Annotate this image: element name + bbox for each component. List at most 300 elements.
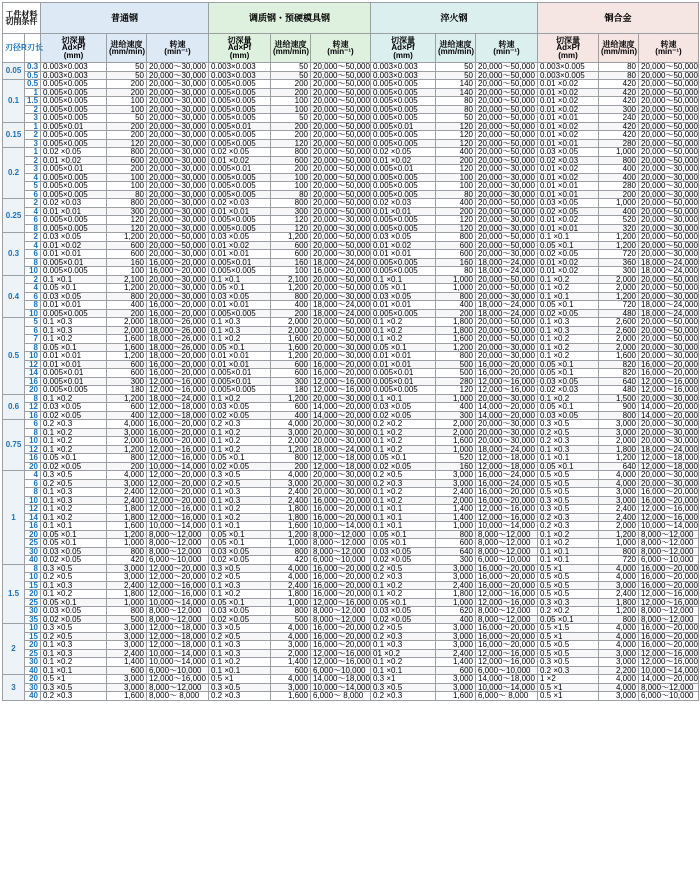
speed-cell: 10,000～14,000 — [311, 683, 371, 692]
speed-cell: 16,000～20,000 — [311, 369, 371, 378]
depth-cell: 0.2 ×0.5 — [41, 632, 107, 641]
depth-cell: 0.003×0.003 — [371, 63, 436, 72]
feed-cell: 2,000 — [271, 318, 311, 327]
speed-cell: 20,000～30,000 — [311, 488, 371, 497]
feed-cell: 3,000 — [107, 641, 147, 650]
depth-cell: 0.1 ×0.3 — [209, 326, 271, 335]
feed-cell: 3,000 — [107, 624, 147, 633]
table-row — [3, 63, 699, 72]
speed-cell: 20,000～50,000 — [311, 71, 371, 80]
speed-cell: 12,000～16,000 — [639, 649, 699, 658]
depth-cell: 0.1 ×0.2 — [538, 394, 599, 403]
depth-cell: 0.005×0.005 — [41, 173, 107, 182]
depth-cell: 0.05 ×0.1 — [209, 539, 271, 548]
speed-cell: 6,000～10,000 — [639, 556, 699, 565]
depth-cell: 0.02 ×0.05 — [209, 556, 271, 565]
depth-cell: 0.05 ×0.1 — [209, 598, 271, 607]
feed-cell: 100 — [271, 105, 311, 114]
feed-cell: 3,000 — [271, 641, 311, 650]
feed-cell: 3,000 — [436, 573, 476, 582]
speed-cell: 12,000～16,000 — [639, 590, 699, 599]
speed-cell: 20,000～30,000 — [639, 343, 699, 352]
depth-cell: 0.1 ×0.1 — [538, 233, 599, 242]
feed-cell: 1,400 — [271, 658, 311, 667]
feed-cell: 1,800 — [107, 513, 147, 522]
speed-cell: 16,000～20,000 — [311, 267, 371, 276]
length-cell: 20 — [25, 641, 41, 650]
feed-cell: 3,000 — [271, 479, 311, 488]
speed-cell: 12,000～16,000 — [311, 386, 371, 395]
speed-cell: 20,000～30,000 — [639, 428, 699, 437]
speed-cell: 20,000～30,000 — [147, 71, 209, 80]
feed-cell: 1,800 — [599, 445, 639, 454]
feed-cell: 800 — [271, 547, 311, 556]
speed-cell: 20,000～50,000 — [311, 284, 371, 293]
feed-cell: 120 — [271, 139, 311, 148]
speed-cell: 20,000～50,000 — [639, 275, 699, 284]
depth-cell: 0.005×0.005 — [41, 139, 107, 148]
feed-cell: 1,200 — [271, 445, 311, 454]
column-header: 转速 (min⁻¹) — [476, 34, 538, 63]
speed-cell: 20,000～50,000 — [476, 63, 538, 72]
depth-cell: 0.1 ×0.1 — [41, 275, 107, 284]
length-cell: 0.5 — [25, 71, 41, 80]
speed-cell: 20,000～50,000 — [311, 199, 371, 208]
depth-cell: 0.005×0.005 — [371, 182, 436, 191]
speed-cell: 12,000～16,000 — [147, 513, 209, 522]
depth-cell: 0.1 ×0.2 — [371, 335, 436, 344]
depth-cell: 0.01 ×0.01 — [209, 360, 271, 369]
feed-cell: 320 — [599, 224, 639, 233]
depth-cell: 0.01 ×0.02 — [538, 80, 599, 89]
depth-cell: 0.005×0.005 — [371, 131, 436, 140]
speed-cell: 20,000～50,000 — [311, 326, 371, 335]
depth-cell: 0.5 ×1 — [209, 675, 271, 684]
feed-cell: 240 — [599, 114, 639, 123]
length-cell: 3 — [25, 114, 41, 123]
depth-cell: 0.1 ×0.1 — [371, 394, 436, 403]
depth-cell: 0.2 ×0.5 — [209, 573, 271, 582]
depth-cell: 0.005×0.005 — [371, 80, 436, 89]
speed-cell: 8,000～12,000 — [147, 607, 209, 616]
feed-cell: 1,600 — [271, 335, 311, 344]
feed-cell: 1,000 — [599, 539, 639, 548]
depth-cell: 0.005×0.005 — [41, 216, 107, 225]
column-header: 进给速度 (mm/min) — [271, 34, 311, 63]
table-row — [3, 284, 699, 293]
feed-cell: 1,200 — [107, 394, 147, 403]
speed-cell: 20,000～50,000 — [639, 318, 699, 327]
speed-cell: 16,000～20,000 — [147, 369, 209, 378]
length-cell: 6 — [25, 250, 41, 259]
length-cell: 20 — [25, 530, 41, 539]
feed-cell: 600 — [271, 241, 311, 250]
speed-cell: 10,000～14,000 — [639, 666, 699, 675]
speed-cell: 12,000～18,000 — [311, 462, 371, 471]
speed-cell: 20,000～50,000 — [476, 233, 538, 242]
length-cell: 6 — [25, 190, 41, 199]
feed-cell: 300 — [436, 411, 476, 420]
column-header: 转速 (min⁻¹) — [147, 34, 209, 63]
depth-cell: 0.005×0.005 — [41, 182, 107, 191]
speed-cell: 20,000～30,000 — [476, 437, 538, 446]
speed-cell: 20,000～30,000 — [311, 250, 371, 259]
depth-cell: 0.005×0.005 — [371, 88, 436, 97]
feed-cell: 2,000 — [436, 420, 476, 429]
depth-cell: 0.05 ×0.1 — [538, 241, 599, 250]
column-header: 进给速度 (mm/min) — [107, 34, 147, 63]
length-cell: 20 — [25, 462, 41, 471]
table-row — [3, 522, 699, 531]
depth-cell: 0.1 ×0.2 — [209, 335, 271, 344]
feed-cell: 2,000 — [271, 649, 311, 658]
feed-cell: 2,400 — [107, 581, 147, 590]
depth-cell: 0.01 ×0.02 — [41, 241, 107, 250]
depth-cell: 0.3 ×0.5 — [371, 683, 436, 692]
speed-cell: 20,000～50,000 — [476, 199, 538, 208]
depth-cell: 0.1 ×0.2 — [209, 513, 271, 522]
length-cell: 40 — [25, 556, 41, 565]
speed-cell: 20,000～50,000 — [476, 241, 538, 250]
depth-cell: 0.3 ×0.5 — [538, 658, 599, 667]
table-row — [3, 675, 699, 684]
depth-cell: 0.05 ×0.1 — [209, 284, 271, 293]
feed-cell: 1,800 — [271, 513, 311, 522]
speed-cell: 10,000～14,000 — [311, 522, 371, 531]
depth-cell: 0.005×0.005 — [209, 173, 271, 182]
speed-cell: 20,000～50,000 — [476, 80, 538, 89]
speed-cell: 20,000～30,000 — [147, 275, 209, 284]
speed-cell: 8,000～12,000 — [311, 530, 371, 539]
depth-cell: 0.1 ×0.1 — [41, 522, 107, 531]
length-cell: 6 — [25, 292, 41, 301]
feed-cell: 800 — [271, 292, 311, 301]
depth-cell: 0.1 ×0.2 — [538, 539, 599, 548]
depth-cell: 0.005×0.005 — [41, 267, 107, 276]
length-cell: 12 — [25, 403, 41, 412]
speed-cell: 20,000～30,000 — [147, 182, 209, 191]
speed-cell: 20,000～30,000 — [639, 224, 699, 233]
feed-cell: 3,000 — [107, 428, 147, 437]
depth-cell: 0.1 ×0.3 — [41, 496, 107, 505]
speed-cell: 20,000～50,000 — [476, 131, 538, 140]
depth-cell: 0.005×0.005 — [209, 131, 271, 140]
speed-cell: 12,000～20,000 — [147, 471, 209, 480]
feed-cell: 800 — [107, 547, 147, 556]
depth-cell: 0.01 ×0.01 — [41, 250, 107, 259]
speed-cell: 16,000～20,000 — [147, 309, 209, 318]
speed-cell: 20,000～50,000 — [311, 131, 371, 140]
feed-cell: 1,000 — [436, 275, 476, 284]
table-body — [3, 63, 699, 701]
speed-cell: 18,000～24,000 — [476, 445, 538, 454]
depth-cell: 0.1 ×0.2 — [538, 352, 599, 361]
feed-cell: 1,600 — [107, 343, 147, 352]
feed-cell: 100 — [271, 182, 311, 191]
depth-cell: 0.1 ×0.2 — [371, 581, 436, 590]
table-row — [3, 488, 699, 497]
depth-cell: 0.005×0.005 — [371, 173, 436, 182]
depth-cell: 0.05 ×0.1 — [371, 539, 436, 548]
diameter-cell: 0.25 — [3, 199, 25, 233]
depth-cell: 0.02 ×0.05 — [371, 615, 436, 624]
speed-cell: 20,000～50,000 — [311, 165, 371, 174]
speed-cell: 12,000～18,000 — [147, 632, 209, 641]
speed-cell: 20,000～30,000 — [639, 479, 699, 488]
feed-cell: 420 — [107, 556, 147, 565]
length-cell: 8 — [25, 301, 41, 310]
depth-cell: 0.1 ×0.3 — [41, 488, 107, 497]
speed-cell: 14,000～20,000 — [311, 411, 371, 420]
depth-cell: 0.1 ×0.3 — [41, 581, 107, 590]
depth-cell: 0.005×0.005 — [209, 88, 271, 97]
speed-cell: 20,000～30,000 — [639, 190, 699, 199]
speed-cell: 16,000～20,000 — [476, 488, 538, 497]
feed-cell: 1,000 — [599, 148, 639, 157]
feed-cell: 1,500 — [599, 394, 639, 403]
length-cell: 4 — [25, 241, 41, 250]
feed-cell: 100 — [107, 267, 147, 276]
depth-cell: 0.005×0.01 — [371, 369, 436, 378]
speed-cell: 8,000～12,000 — [639, 547, 699, 556]
length-cell: 10 — [25, 573, 41, 582]
feed-cell: 1,200 — [107, 530, 147, 539]
depth-cell: 0.005×0.01 — [41, 258, 107, 267]
table-row — [3, 437, 699, 446]
depth-cell: 0.1 ×0.3 — [371, 641, 436, 650]
feed-cell: 120 — [107, 224, 147, 233]
speed-cell: 20,000～50,000 — [476, 71, 538, 80]
length-cell: 10 — [25, 496, 41, 505]
depth-cell: 0.005×0.005 — [371, 216, 436, 225]
depth-cell: 0.05 ×0.1 — [209, 530, 271, 539]
speed-cell: 20,000～30,000 — [639, 420, 699, 429]
depth-cell: 0.005×0.005 — [371, 114, 436, 123]
depth-cell: 0.02 ×0.05 — [209, 411, 271, 420]
speed-cell: 20,000～50,000 — [476, 105, 538, 114]
speed-cell: 20,000～50,000 — [639, 139, 699, 148]
depth-cell: 0.02 ×0.05 — [209, 462, 271, 471]
feed-cell: 280 — [436, 377, 476, 386]
length-cell: 2 — [25, 199, 41, 208]
feed-cell: 50 — [436, 114, 476, 123]
depth-cell: 0.05 ×0.1 — [41, 284, 107, 293]
feed-cell: 2,400 — [271, 488, 311, 497]
speed-cell: 6,000～10,000 — [639, 692, 699, 701]
speed-cell: 20,000～50,000 — [311, 63, 371, 72]
depth-cell: 0.5 ×0.5 — [538, 581, 599, 590]
feed-cell: 1,400 — [436, 505, 476, 514]
table-row — [3, 590, 699, 599]
length-cell: 8 — [25, 258, 41, 267]
depth-cell: 0.02 ×0.05 — [371, 556, 436, 565]
length-cell: 10 — [25, 352, 41, 361]
length-cell: 25 — [25, 598, 41, 607]
feed-cell: 480 — [599, 309, 639, 318]
depth-cell: 01 ×0.2 — [371, 649, 436, 658]
depth-cell: 0.03 ×0.05 — [209, 607, 271, 616]
feed-cell: 3,000 — [599, 428, 639, 437]
feed-cell: 1,200 — [599, 241, 639, 250]
feed-cell: 280 — [599, 139, 639, 148]
depth-cell: 0.05 ×0.1 — [371, 284, 436, 293]
feed-cell: 80 — [436, 190, 476, 199]
speed-cell: 20,000～30,000 — [311, 292, 371, 301]
depth-cell: 0.02 ×0.03 — [538, 156, 599, 165]
depth-cell: 0.05 ×0.1 — [41, 539, 107, 548]
depth-cell: 0.03 ×0.05 — [209, 233, 271, 242]
feed-cell: 600 — [271, 369, 311, 378]
depth-cell: 0.005×0.01 — [371, 377, 436, 386]
diameter-cell: 0.4 — [3, 275, 25, 318]
speed-cell: 20,000～50,000 — [147, 241, 209, 250]
depth-cell: 0.003×0.005 — [538, 63, 599, 72]
feed-cell: 1,800 — [107, 590, 147, 599]
speed-cell: 8,000～12,000 — [639, 539, 699, 548]
diameter-cell: 0.15 — [3, 122, 25, 148]
feed-cell: 1,200 — [107, 352, 147, 361]
speed-cell: 20,000～30,000 — [311, 216, 371, 225]
feed-cell: 1,400 — [436, 658, 476, 667]
speed-cell: 6,000～10,000 — [476, 556, 538, 565]
table-row — [3, 148, 699, 157]
depth-cell: 0.5 ×0.5 — [538, 479, 599, 488]
depth-cell: 0.1 ×0.1 — [209, 522, 271, 531]
depth-cell: 0.5 ×1 — [538, 692, 599, 701]
depth-cell: 0.01 ×0.01 — [538, 224, 599, 233]
column-header: 进给速度 (mm/min) — [436, 34, 476, 63]
feed-cell: 3,000 — [436, 683, 476, 692]
depth-cell: 0.01 ×0.01 — [209, 207, 271, 216]
depth-cell: 0.005×0.005 — [371, 105, 436, 114]
speed-cell: 20,000～30,000 — [476, 190, 538, 199]
length-cell: 10 — [25, 624, 41, 633]
length-cell: 8 — [25, 564, 41, 573]
speed-cell: 20,000～50,000 — [639, 241, 699, 250]
feed-cell: 800 — [436, 233, 476, 242]
speed-cell: 16,000～20,000 — [311, 505, 371, 514]
speed-cell: 20,000～50,000 — [639, 71, 699, 80]
depth-cell: 0.1 ×0.1 — [209, 275, 271, 284]
feed-cell: 1,200 — [599, 607, 639, 616]
feed-cell: 1,400 — [436, 513, 476, 522]
feed-cell: 1,200 — [599, 233, 639, 242]
feed-cell: 420 — [271, 556, 311, 565]
speed-cell: 20,000～30,000 — [639, 352, 699, 361]
feed-cell: 100 — [271, 173, 311, 182]
depth-cell: 0.1 ×0.2 — [538, 343, 599, 352]
feed-cell: 2,000 — [599, 275, 639, 284]
feed-cell: 800 — [271, 199, 311, 208]
length-cell: 6 — [25, 216, 41, 225]
feed-cell: 2,000 — [107, 326, 147, 335]
feed-cell: 200 — [107, 165, 147, 174]
depth-cell: 0.02 ×0.05 — [41, 148, 107, 157]
speed-cell: 20,000～30,000 — [311, 224, 371, 233]
speed-cell: 20,000～30,000 — [311, 343, 371, 352]
speed-cell: 10,000～14,000 — [476, 683, 538, 692]
length-cell: 0.3 — [25, 63, 41, 72]
length-cell: 4 — [25, 207, 41, 216]
depth-cell: 0.05 ×0.1 — [209, 343, 271, 352]
feed-cell: 200 — [107, 462, 147, 471]
depth-cell: 0.01 ×0.01 — [538, 114, 599, 123]
depth-cell: 0.2 ×0.3 — [538, 513, 599, 522]
speed-cell: 20,000～30,000 — [476, 420, 538, 429]
length-cell: 2 — [25, 105, 41, 114]
depth-cell: 0.2 ×0.3 — [371, 573, 436, 582]
speed-cell: 20,000～30,000 — [639, 292, 699, 301]
feed-cell: 1,000 — [271, 539, 311, 548]
speed-cell: 20,000～30,000 — [147, 156, 209, 165]
feed-cell: 3,000 — [107, 675, 147, 684]
depth-cell: 0.1 ×0.2 — [371, 428, 436, 437]
depth-cell: 0.03 ×0.05 — [371, 233, 436, 242]
speed-cell: 20,000～50,000 — [311, 173, 371, 182]
feed-cell: 3,000 — [107, 573, 147, 582]
depth-cell: 0.1 ×0.3 — [41, 649, 107, 658]
depth-cell: 0.1 ×0.2 — [209, 394, 271, 403]
length-cell: 16 — [25, 454, 41, 463]
depth-cell: 0.3 ×1 — [371, 675, 436, 684]
feed-cell: 500 — [436, 369, 476, 378]
length-cell: 12 — [25, 360, 41, 369]
depth-cell: 0.2 ×0.3 — [371, 479, 436, 488]
depth-cell: 0.005×0.01 — [209, 369, 271, 378]
feed-cell: 4,000 — [271, 624, 311, 633]
speed-cell: 20,000～50,000 — [639, 199, 699, 208]
speed-cell: 20,000～30,000 — [476, 352, 538, 361]
column-header: 切深量 Ad×Pf (mm) — [209, 34, 271, 63]
feed-cell: 4,000 — [271, 573, 311, 582]
feed-cell: 520 — [436, 454, 476, 463]
speed-cell: 8,000～12,000 — [147, 683, 209, 692]
depth-cell: 0.01 ×0.01 — [538, 190, 599, 199]
speed-cell: 12,000～18,000 — [147, 403, 209, 412]
feed-cell: 3,000 — [107, 683, 147, 692]
speed-cell: 20,000～30,000 — [147, 224, 209, 233]
speed-cell: 20,000～50,000 — [311, 97, 371, 106]
feed-cell: 3,000 — [436, 471, 476, 480]
feed-cell: 600 — [107, 360, 147, 369]
depth-cell: 0.01 ×0.02 — [538, 216, 599, 225]
length-cell: 3 — [25, 139, 41, 148]
depth-cell: 0.01 ×0.02 — [209, 241, 271, 250]
speed-cell: 12,000～16,000 — [639, 513, 699, 522]
feed-cell: 160 — [436, 462, 476, 471]
table-row — [3, 607, 699, 616]
feed-cell: 600 — [436, 539, 476, 548]
column-header: 进给速度 (mm/min) — [599, 34, 639, 63]
feed-cell: 120 — [436, 139, 476, 148]
depth-cell: 0.3 ×0.5 — [209, 624, 271, 633]
depth-cell: 0.01 ×0.02 — [209, 156, 271, 165]
table-row — [3, 692, 699, 701]
depth-cell: 0.3 ×0.5 — [209, 471, 271, 480]
speed-cell: 12,000～16,000 — [476, 658, 538, 667]
speed-cell: 20,000～30,000 — [147, 131, 209, 140]
depth-cell: 0.2 ×0.5 — [371, 471, 436, 480]
speed-cell: 14,000～18,000 — [476, 675, 538, 684]
depth-cell: 0.1 ×0.1 — [371, 513, 436, 522]
depth-cell: 0.005×0.005 — [209, 139, 271, 148]
feed-cell: 420 — [599, 88, 639, 97]
feed-cell: 600 — [107, 241, 147, 250]
feed-cell: 1,200 — [107, 284, 147, 293]
speed-cell: 20,000～50,000 — [476, 207, 538, 216]
speed-cell: 20,000～50,000 — [639, 105, 699, 114]
depth-cell: 0.1 ×0.2 — [538, 275, 599, 284]
